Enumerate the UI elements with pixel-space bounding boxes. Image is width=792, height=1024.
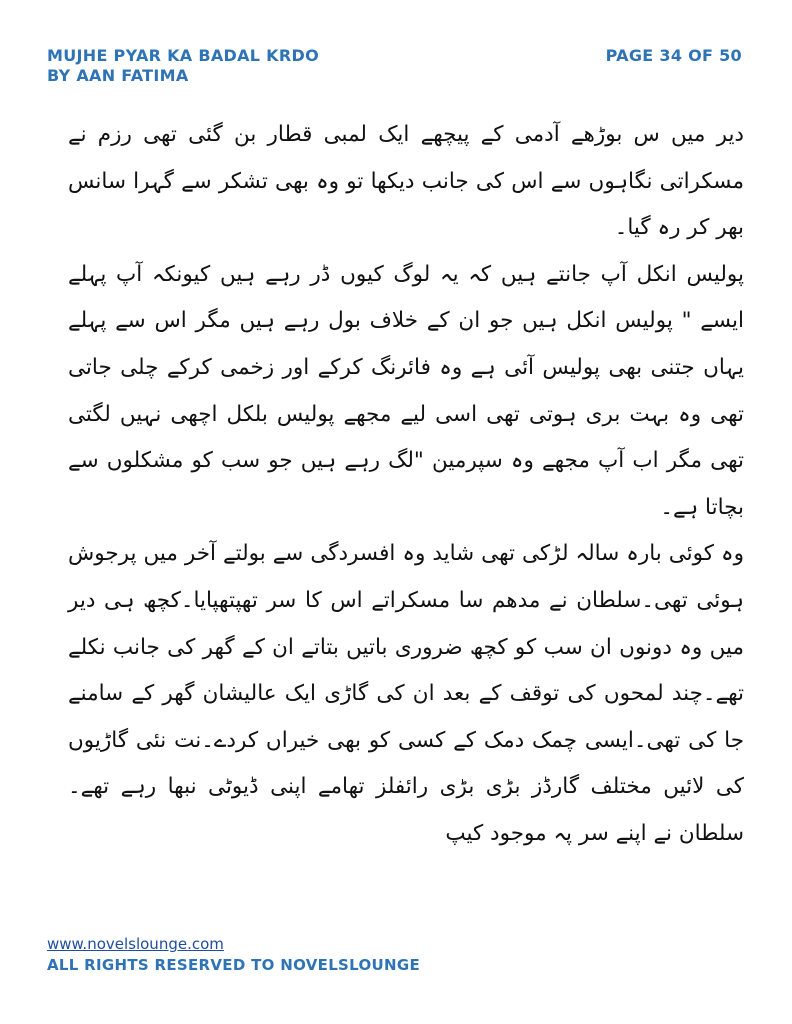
novel-title: MUJHE PYAR KA BADAL KRDO — [47, 46, 319, 65]
website-link[interactable]: www.novelslounge.com — [47, 935, 224, 953]
page-footer — [47, 934, 420, 976]
author-name: BY AAN FATIMA — [47, 66, 189, 85]
story-text — [68, 112, 744, 858]
page-number: PAGE 34 OF 50 — [605, 46, 742, 65]
header-left — [47, 46, 319, 86]
paragraph: وہ کوئی بارہ سالہ لڑکی تھی شاید وہ افسردگی سے بولتے آخر میں پرجوش ہوئی تھی۔سلطان نے مدھم سا مسکراتے اس کا سر تھپتھپایا۔کچھ ہی دیر میں وہ دونوں ان سب کو کچھ ضروری باتیں بتاتے ان کے گھر کی جانب نکلے تھے۔چند لمحوں کی توقف کے بعد ان کی گاڑی ایک عالیشان گھر کے سامنے جا کی تھی۔ایسی چمک دمک کے کسی کو بھی خیراں کردے۔نت نئی گاڑیوں کی لائیں مختلف گارڈز بڑی بڑی رائفلز تھامے اپنی ڈیوٹی نبھا رہے تھے۔سلطان نے اپنے سر پہ موجود کیپ — [68, 541, 744, 846]
paragraph: دیر میں س بوڑھے آدمی کے پیچھے ایک لمبی قطار بن گئی تھی رزم نے مسکراتی نگاہوں سے اس کی جانب دیکھا تو وہ بھی تشکر سے گہرا سانس بھر کر رہ گیا۔ — [68, 122, 744, 241]
copyright-notice: ALL RIGHTS RESERVED TO NOVELSLOUNGE — [47, 956, 421, 974]
paragraph: پولیس انکل آپ جانتے ہیں کہ یہ لوگ کیوں ڈر رہے ہیں کیونکہ آپ پہلے ایسے " پولیس انکل ہیں جو ان کے خلاف بول رہے ہیں مگر اس سے پہلے یہاں جتنی بھی پولیس آئی ہے وہ فائرنگ کرکے اور زخمی کرکے چلی جاتی تھی وہ بہت بری ہوتی تھی اسی لیے مجھے پولیس بلکل اچھی نہیں لگتی تھی مگر اب آپ مجھے وہ سپرمین "لگ رہے ہیں جو سب کو مشکلوں سے بچاتا ہے۔ — [68, 261, 744, 520]
page-header — [47, 46, 742, 96]
